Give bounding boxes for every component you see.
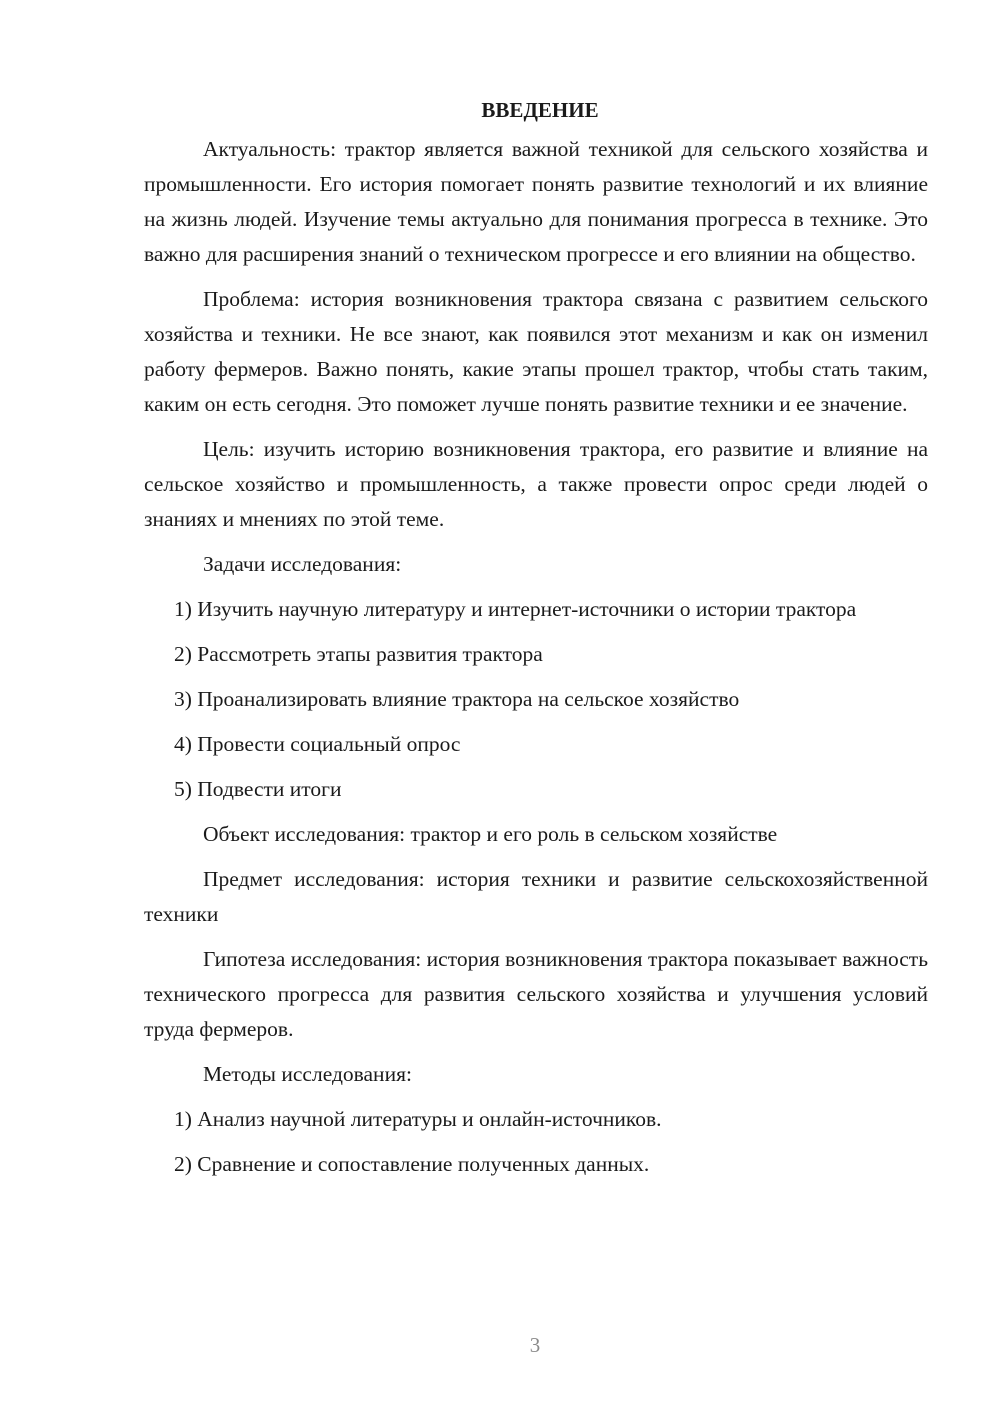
task-item-3: 3) Проанализировать влияние трактора на сельское хозяйство [174,687,740,711]
task-item-2: 2) Рассмотреть этапы развития трактора [174,642,543,666]
task-item-5: 5) Подвести итоги [174,777,342,801]
relevance-paragraph: Актуальность: трактор является важной техникой для сельского хозяйства и промышленности. Его история помогает понять развитие технологий и их влияние на жизнь людей. Изучение темы актуально для понимания прогресса в технике. Это важно для расширения знаний о техническом прогрессе и его влиянии на общество. [144,137,928,266]
task-item-4: 4) Провести социальный опрос [174,732,461,756]
document-page [144,92,928,1192]
methods-heading: Методы исследования: [203,1062,412,1086]
method-item-1: 1) Анализ научной литературы и онлайн-источников. [174,1107,662,1131]
page-title: ВВЕДЕНИЕ [481,98,599,122]
hypothesis-paragraph: Гипотеза исследования: история возникновения трактора показывает важность технического прогресса для развития сельского хозяйства и улучшения условий труда фермеров. [144,947,928,1041]
task-item-1: 1) Изучить научную литературу и интернет-источники о истории трактора [174,597,857,621]
object-paragraph: Объект исследования: трактор и его роль в сельском хозяйстве [203,822,778,846]
problem-paragraph: Проблема: история возникновения трактора связана с развитием сельского хозяйства и техники. Не все знают, как появился этот механизм и как он изменил работу фермеров. Важно понять, какие этапы прошел трактор, чтобы стать таким, каким он есть сегодня. Это поможет лучше понять развитие техники и ее значение. [144,287,928,416]
tasks-heading: Задачи исследования: [203,552,402,576]
goal-paragraph: Цель: изучить историю возникновения трактора, его развитие и влияние на сельское хозяйство и промышленность, а также провести опрос среди людей о знаниях и мнениях по этой теме. [144,437,928,531]
method-item-2: 2) Сравнение и сопоставление полученных данных. [174,1152,650,1176]
page-number: 3 [529,1333,541,1357]
subject-paragraph: Предмет исследования: история техники и развитие сельскохозяйственной техники [144,867,928,926]
